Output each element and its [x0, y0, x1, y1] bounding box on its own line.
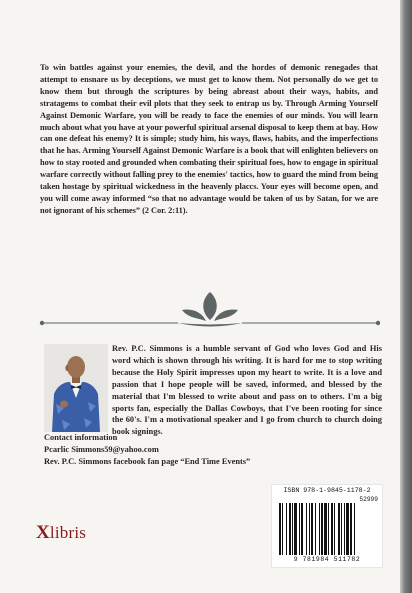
contact-email: Pcarlic Simmons59@yahoo.com — [44, 444, 159, 454]
price-code: 52999 — [359, 496, 378, 503]
contact-facebook: Rev. P.C. Simmons facebook fan page “End Time Events” — [44, 456, 251, 466]
contact-information — [44, 432, 324, 468]
author-photo — [44, 344, 108, 432]
book-blurb: To win battles against your enemies, the devil, and the hordes of demonic renegades that attempt to ensnare us by deceptions, we must get to know them. Not personally do we get to know them but through the scriptures by being abreast about their ways, habits, and stratagems to combat their evil plots that they seek to entrap us by. Through Arming Yourself Against Demonic Warfare, you will be ready to face the enemies of our minds. You will learn much about what you have at your powerful spiritual arsenal disposal to keep them at bay. How can one defeat his enemy? It is simple; study him, his ways, flaws, habits, and the imperfections that he has. Arming Yourself Against Demonic Warfare is a book that will enlighten believers on how to stay rooted and grounded when combating their spiritual foes, how to engage in spiritual warfare correctly without falling prey to the enemies' tactics, how to guard the mind from being taken hostage by spiritual wickedness in the heavenly placcs. Your eyes will become open, and you will come away informed “so that no advantage would be taken of us by Satan, for we are not ignorant of his schemes” (2 Cor. 2:11). — [40, 63, 378, 215]
author-bio: Rev. P.C. Simmons is a humble servant of God who loves God and His word which is shown through his writing. It is hard for me to stop writing because the Holy Spirit impresses upon my heart to write. It is a love and passion that I hope people will be saved, informed, and blessed by the material that I'm blessed to write about and pass on to others. I'm a big sports fan, especially the Dallas Cowboys, that I've been rooting for since the 60's. I'm a motivational speaker and I go from church to church doing book signings. — [112, 344, 382, 437]
barcode-digits: 9 781984 511782 — [293, 556, 361, 563]
publisher-logo-x: X — [36, 522, 50, 543]
spine-edge — [400, 0, 412, 593]
isbn-number: ISBN 978-1-9845-1178-2 — [283, 487, 371, 494]
isbn-barcode — [271, 484, 383, 568]
contact-heading: Contact information — [44, 433, 118, 442]
barcode-bars — [278, 503, 376, 557]
publisher-logo — [36, 522, 86, 544]
leaf-divider-ornament — [38, 290, 382, 336]
publisher-logo-rest: libris — [49, 523, 87, 542]
